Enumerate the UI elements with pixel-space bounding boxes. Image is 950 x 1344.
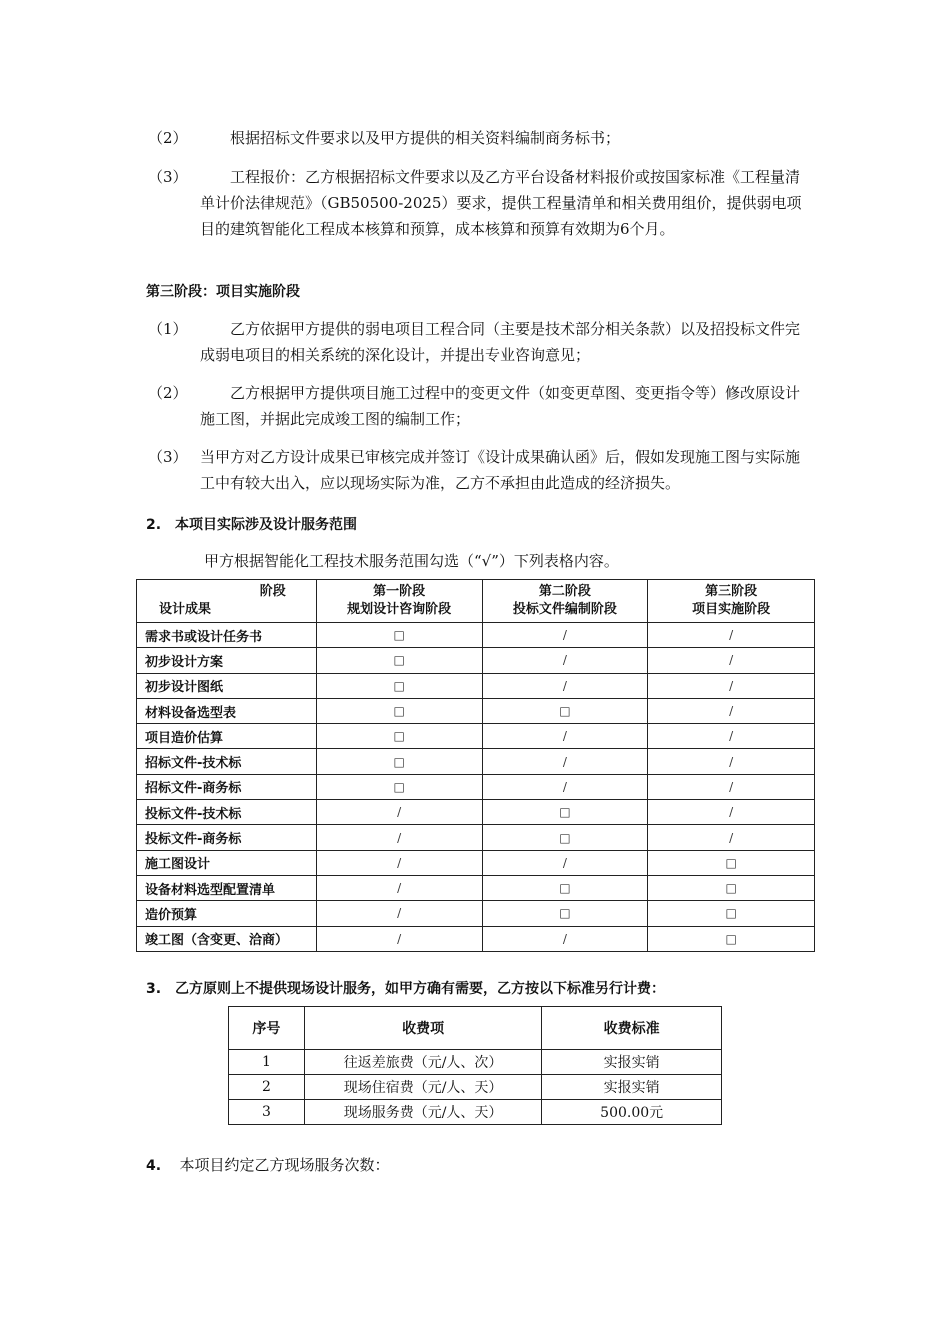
stage3-item-1 bbox=[148, 316, 808, 368]
stage2-mark: / bbox=[482, 749, 648, 774]
section3-heading: 3. 乙方原则上不提供现场设计服务，如甲方确有需要，乙方按以下标准另行计费： bbox=[146, 981, 666, 997]
row-label: 设备材料选型配置清单 bbox=[137, 875, 317, 900]
stage3-mark: / bbox=[648, 673, 815, 698]
stage1-mark: / bbox=[316, 850, 482, 875]
column-header-line: 项目实施阶段 bbox=[692, 602, 771, 617]
row-label: 需求书或设计任务书 bbox=[137, 623, 317, 648]
stage1-mark[interactable]: □ bbox=[316, 698, 482, 723]
stage2-mark[interactable]: □ bbox=[482, 825, 648, 850]
stage2-mark[interactable]: □ bbox=[482, 800, 648, 825]
stage3-mark[interactable]: □ bbox=[648, 850, 815, 875]
table-row bbox=[137, 850, 815, 875]
column-header-line: 第三阶段 bbox=[705, 584, 758, 599]
row-label: 招标文件-技术标 bbox=[137, 749, 317, 774]
row-label: 材料设备选型表 bbox=[137, 698, 317, 723]
column-header-line: 规划设计咨询阶段 bbox=[347, 602, 452, 617]
row-label: 招标文件-商务标 bbox=[137, 774, 317, 799]
fee-no: 3 bbox=[229, 1100, 305, 1125]
stage1-mark[interactable]: □ bbox=[316, 673, 482, 698]
fee-item: 往返差旅费（元/人、次） bbox=[304, 1050, 541, 1075]
stage2-mark: / bbox=[482, 623, 648, 648]
header-item: 收费项 bbox=[304, 1007, 541, 1050]
table-row bbox=[137, 774, 815, 799]
stage1-mark[interactable]: □ bbox=[316, 774, 482, 799]
stage3-mark: / bbox=[648, 749, 815, 774]
table-header-row bbox=[137, 580, 815, 623]
stage3-mark: / bbox=[648, 825, 815, 850]
fee-standard: 实报实销 bbox=[542, 1075, 722, 1100]
table-row bbox=[137, 698, 815, 723]
stage2-mark: / bbox=[482, 724, 648, 749]
table-row bbox=[137, 926, 815, 951]
item-text: 当甲方对乙方设计成果已审核完成并签订《设计成果确认函》后，假如发现施工图与实际施工中有较大出入，应以现场实际为准，乙方不承担由此造成的经济损失。 bbox=[200, 448, 801, 492]
stage3-mark: / bbox=[648, 724, 815, 749]
stage2-mark: / bbox=[482, 648, 648, 673]
stage1-mark[interactable]: □ bbox=[316, 648, 482, 673]
section4-heading bbox=[146, 1154, 390, 1177]
stage2-mark[interactable]: □ bbox=[482, 875, 648, 900]
section2-intro: 甲方根据智能化工程技术服务范围勾选（“√”）下列表格内容。 bbox=[204, 552, 619, 570]
table-row bbox=[137, 623, 815, 648]
stage1-mark: / bbox=[316, 901, 482, 926]
stage3-mark[interactable]: □ bbox=[648, 926, 815, 951]
column-header-stage1 bbox=[316, 580, 482, 623]
corner-cell bbox=[137, 580, 317, 623]
stage3-item-3 bbox=[148, 444, 808, 496]
fee-item: 现场住宿费（元/人、天） bbox=[304, 1075, 541, 1100]
fee-no: 2 bbox=[229, 1075, 305, 1100]
stage3-item-2 bbox=[148, 380, 808, 432]
column-header-line: 第一阶段 bbox=[373, 584, 426, 599]
corner-result-label: 设计成果 bbox=[159, 602, 212, 617]
fee-item: 现场服务费（元/人、天） bbox=[304, 1100, 541, 1125]
row-label: 竣工图（含变更、洽商） bbox=[137, 926, 317, 951]
row-label: 施工图设计 bbox=[137, 850, 317, 875]
stage1-mark: / bbox=[316, 800, 482, 825]
column-header-line: 投标文件编制阶段 bbox=[512, 602, 617, 617]
table-row bbox=[137, 901, 815, 926]
stage2-mark: / bbox=[482, 774, 648, 799]
table-row bbox=[229, 1050, 722, 1075]
table-row bbox=[229, 1075, 722, 1100]
section4-text: 本项目约定乙方现场服务次数： bbox=[179, 1156, 390, 1174]
stage3-title: 第三阶段：项目实施阶段 bbox=[146, 284, 300, 300]
table-row bbox=[229, 1100, 722, 1125]
stage1-mark[interactable]: □ bbox=[316, 749, 482, 774]
stage3-mark: / bbox=[648, 800, 815, 825]
stage2-mark: / bbox=[482, 926, 648, 951]
fee-table bbox=[228, 1006, 722, 1125]
item-number: （3） bbox=[148, 168, 188, 186]
table-row bbox=[137, 724, 815, 749]
stage3-mark[interactable]: □ bbox=[648, 901, 815, 926]
item-text: 工程报价：乙方根据招标文件要求以及乙方平台设备材料报价或按国家标准《工程量清单计价法律规范》（GB50500-2025）要求，提供工程量清单和相关费用组价，提供弱电项目的建筑智能化工程成本核算和预算，成本核算和预算有效期为6个月。 bbox=[200, 168, 802, 238]
item-number: （3） bbox=[148, 448, 188, 466]
fee-standard: 500.00元 bbox=[542, 1100, 722, 1125]
row-label: 初步设计方案 bbox=[137, 648, 317, 673]
stage1-mark: / bbox=[316, 926, 482, 951]
item-number: （2） bbox=[148, 384, 188, 402]
stage3-mark: / bbox=[648, 623, 815, 648]
column-header-line: 第二阶段 bbox=[538, 584, 591, 599]
row-label: 造价预算 bbox=[137, 901, 317, 926]
stage2-mark: / bbox=[482, 850, 648, 875]
stage1-mark: / bbox=[316, 875, 482, 900]
item-text: 乙方依据甲方提供的弱电项目工程合同（主要是技术部分相关条款）以及招投标文件完成弱电项目的相关系统的深化设计，并提出专业咨询意见； bbox=[200, 320, 801, 364]
table-row bbox=[137, 875, 815, 900]
row-label: 项目造价估算 bbox=[137, 724, 317, 749]
fee-no: 1 bbox=[229, 1050, 305, 1075]
item-text: 乙方根据甲方提供项目施工过程中的变更文件（如变更草图、变更指令等）修改原设计施工图，并据此完成竣工图的编制工作； bbox=[200, 384, 801, 428]
stage1-mark: / bbox=[316, 825, 482, 850]
table-row bbox=[137, 800, 815, 825]
table-row bbox=[137, 825, 815, 850]
table-row bbox=[137, 648, 815, 673]
corner-stage-label: 阶段 bbox=[259, 584, 286, 599]
fee-standard: 实报实销 bbox=[542, 1050, 722, 1075]
fee-table-header bbox=[229, 1007, 722, 1050]
stage3-mark: / bbox=[648, 774, 815, 799]
column-header-stage3 bbox=[648, 580, 815, 623]
table-row bbox=[137, 673, 815, 698]
item-number: （2） bbox=[148, 129, 188, 147]
service-scope-table bbox=[136, 579, 815, 952]
section4-number: 4. bbox=[146, 1158, 162, 1174]
stage2-mark[interactable]: □ bbox=[482, 698, 648, 723]
stage3-mark[interactable]: □ bbox=[648, 875, 815, 900]
stage2-mark[interactable]: □ bbox=[482, 901, 648, 926]
stage2-item-3 bbox=[148, 164, 808, 242]
header-standard: 收费标准 bbox=[542, 1007, 722, 1050]
row-label: 初步设计图纸 bbox=[137, 673, 317, 698]
table-row bbox=[137, 749, 815, 774]
row-label: 投标文件-技术标 bbox=[137, 800, 317, 825]
stage3-mark: / bbox=[648, 648, 815, 673]
item-text: 根据招标文件要求以及甲方提供的相关资料编制商务标书； bbox=[230, 129, 621, 147]
stage3-mark: / bbox=[648, 698, 815, 723]
section2-heading: 2. 本项目实际涉及设计服务范围 bbox=[146, 517, 358, 533]
stage2-mark: / bbox=[482, 673, 648, 698]
stage1-mark[interactable]: □ bbox=[316, 623, 482, 648]
stage2-item-2 bbox=[148, 125, 808, 151]
column-header-stage2 bbox=[482, 580, 648, 623]
header-no: 序号 bbox=[229, 1007, 305, 1050]
item-number: （1） bbox=[148, 320, 188, 338]
stage1-mark[interactable]: □ bbox=[316, 724, 482, 749]
row-label: 投标文件-商务标 bbox=[137, 825, 317, 850]
